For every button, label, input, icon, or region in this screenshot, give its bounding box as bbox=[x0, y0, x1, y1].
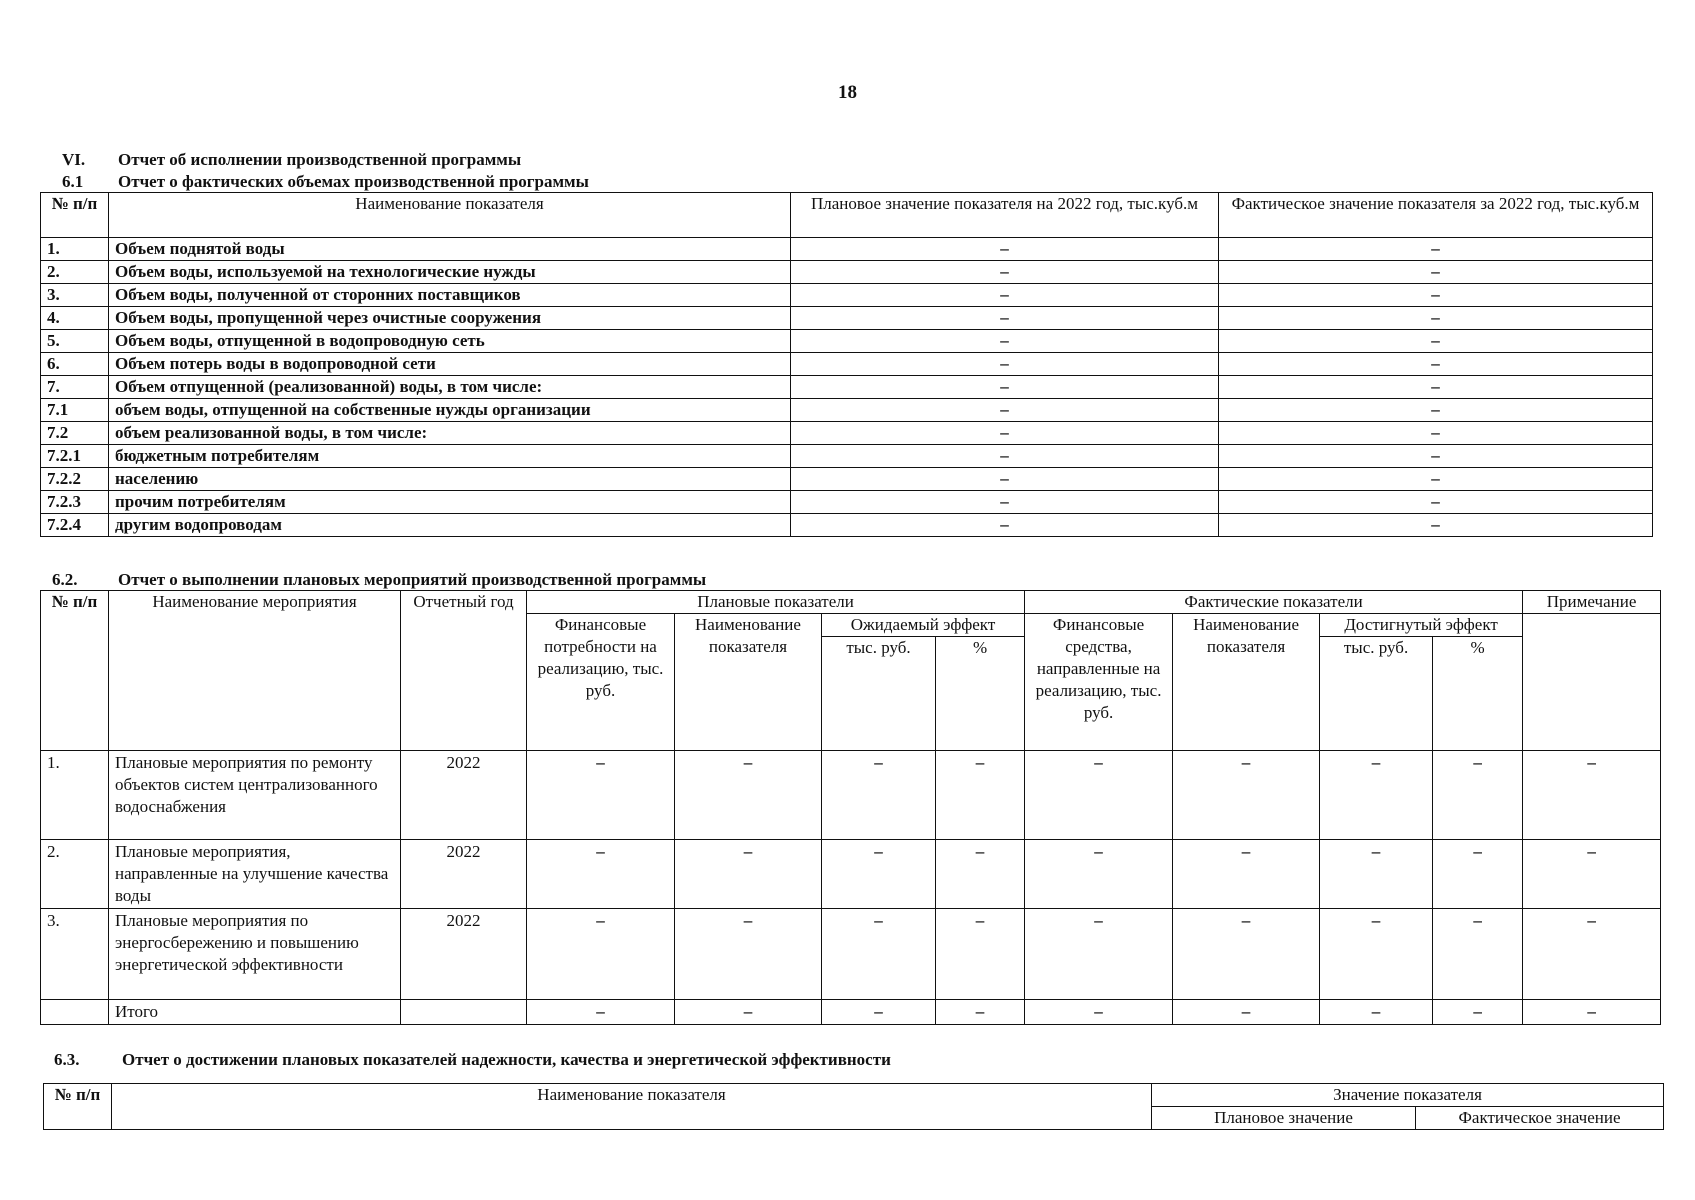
row-name: объем воды, отпущенной на собственные нужды организации bbox=[109, 399, 791, 422]
row-value: – bbox=[822, 751, 936, 840]
row-plan-value: – bbox=[791, 491, 1219, 514]
table-row bbox=[41, 238, 1653, 261]
col-header-fact-indicator: Наименование показателя bbox=[1173, 614, 1320, 751]
production-volumes-table bbox=[40, 192, 1653, 537]
row-value: – bbox=[936, 909, 1025, 1000]
row-value: – bbox=[675, 840, 822, 909]
col-header-fact-finance: Финансовые средства, направленные на реализацию, тыс. руб. bbox=[1025, 614, 1173, 751]
row-fact-value: – bbox=[1219, 399, 1653, 422]
row-value: – bbox=[936, 840, 1025, 909]
section-6-3-title: Отчет о достижении плановых показателей надежности, качества и энергетической эффективности bbox=[122, 1050, 891, 1069]
row-name: Объем воды, пропущенной через очистные сооружения bbox=[109, 307, 791, 330]
col-header-fact-group: Фактические показатели bbox=[1025, 591, 1523, 614]
row-plan-value: – bbox=[791, 238, 1219, 261]
total-label: Итого bbox=[109, 1000, 401, 1025]
table-row bbox=[41, 751, 1661, 840]
row-year: 2022 bbox=[401, 840, 527, 909]
section-6-heading bbox=[62, 150, 521, 170]
row-number: 7.2.4 bbox=[41, 514, 109, 537]
row-name: Объем отпущенной (реализованной) воды, в том числе: bbox=[109, 376, 791, 399]
col-header-plan-indicator: Наименование показателя bbox=[675, 614, 822, 751]
row-number: 3. bbox=[41, 909, 109, 1000]
col-header-num: № п/п bbox=[44, 1084, 112, 1130]
total-value: – bbox=[1173, 1000, 1320, 1025]
row-number: 7.2.1 bbox=[41, 445, 109, 468]
row-name: бюджетным потребителям bbox=[109, 445, 791, 468]
row-number: 6. bbox=[41, 353, 109, 376]
col-header-achieved-rub: тыс. руб. bbox=[1320, 637, 1433, 751]
table-row bbox=[41, 330, 1653, 353]
total-number-blank bbox=[41, 1000, 109, 1025]
row-plan-value: – bbox=[791, 468, 1219, 491]
row-value: – bbox=[527, 840, 675, 909]
row-number: 7.2.2 bbox=[41, 468, 109, 491]
total-value: – bbox=[936, 1000, 1025, 1025]
row-fact-value: – bbox=[1219, 330, 1653, 353]
table-row bbox=[41, 445, 1653, 468]
total-value: – bbox=[822, 1000, 936, 1025]
row-value: – bbox=[527, 909, 675, 1000]
col-header-achieved-pct: % bbox=[1433, 637, 1523, 751]
col-header-name: Наименование показателя bbox=[109, 193, 791, 238]
row-number: 1. bbox=[41, 238, 109, 261]
row-value: – bbox=[1025, 840, 1173, 909]
section-6-1-number: 6.1 bbox=[62, 172, 84, 191]
row-fact-value: – bbox=[1219, 238, 1653, 261]
col-header-achieved-effect: Достигнутый эффект bbox=[1320, 614, 1523, 637]
col-header-report-year: Отчетный год bbox=[401, 591, 527, 751]
row-fact-value: – bbox=[1219, 422, 1653, 445]
row-value: – bbox=[822, 909, 936, 1000]
row-value: – bbox=[675, 751, 822, 840]
row-value: – bbox=[675, 909, 822, 1000]
section-6-1-heading bbox=[62, 172, 589, 192]
row-value: – bbox=[1523, 909, 1661, 1000]
row-value: – bbox=[1320, 840, 1433, 909]
col-header-plan-value: Плановое значение bbox=[1152, 1107, 1416, 1130]
row-name: Объем потерь воды в водопроводной сети bbox=[109, 353, 791, 376]
table-row bbox=[41, 284, 1653, 307]
row-value: – bbox=[1320, 909, 1433, 1000]
row-value: – bbox=[1433, 909, 1523, 1000]
table-row bbox=[41, 840, 1661, 909]
col-header-expected-pct: % bbox=[936, 637, 1025, 751]
row-value: – bbox=[1523, 751, 1661, 840]
total-value: – bbox=[675, 1000, 822, 1025]
table-row bbox=[41, 909, 1661, 1000]
row-plan-value: – bbox=[791, 422, 1219, 445]
row-plan-value: – bbox=[791, 376, 1219, 399]
row-plan-value: – bbox=[791, 284, 1219, 307]
section-6-3-number: 6.3. bbox=[54, 1050, 80, 1069]
row-name: Объем поднятой воды bbox=[109, 238, 791, 261]
row-number: 7. bbox=[41, 376, 109, 399]
section-6-2-heading bbox=[52, 570, 706, 590]
row-plan-value: – bbox=[791, 330, 1219, 353]
row-fact-value: – bbox=[1219, 261, 1653, 284]
row-number: 2. bbox=[41, 261, 109, 284]
row-fact-value: – bbox=[1219, 307, 1653, 330]
row-value: – bbox=[822, 840, 936, 909]
row-number: 5. bbox=[41, 330, 109, 353]
page-number: 18 bbox=[838, 82, 857, 103]
row-fact-value: – bbox=[1219, 284, 1653, 307]
row-name: Объем воды, отпущенной в водопроводную сеть bbox=[109, 330, 791, 353]
indicators-table bbox=[43, 1083, 1664, 1130]
row-measure-name: Плановые мероприятия, направленные на улучшение качества воды bbox=[109, 840, 401, 909]
col-header-note: Примечание bbox=[1523, 591, 1661, 614]
row-name: населению bbox=[109, 468, 791, 491]
section-6-title: Отчет об исполнении производственной программы bbox=[118, 150, 522, 169]
section-6-3-heading bbox=[54, 1050, 891, 1070]
col-header-indicator-name: Наименование показателя bbox=[112, 1084, 1152, 1130]
total-value: – bbox=[1320, 1000, 1433, 1025]
row-value: – bbox=[1173, 840, 1320, 909]
table-row bbox=[41, 491, 1653, 514]
section-6-1-title: Отчет о фактических объемах производственной программы bbox=[118, 172, 589, 191]
row-plan-value: – bbox=[791, 307, 1219, 330]
row-fact-value: – bbox=[1219, 468, 1653, 491]
table-row bbox=[41, 399, 1653, 422]
row-name: Объем воды, используемой на технологические нужды bbox=[109, 261, 791, 284]
table-row bbox=[41, 468, 1653, 491]
row-year: 2022 bbox=[401, 751, 527, 840]
row-number: 2. bbox=[41, 840, 109, 909]
row-value: – bbox=[1025, 909, 1173, 1000]
col-header-fact: Фактическое значение показателя за 2022 год, тыс.куб.м bbox=[1219, 193, 1653, 238]
total-row bbox=[41, 1000, 1661, 1025]
total-value: – bbox=[1523, 1000, 1661, 1025]
row-name: прочим потребителям bbox=[109, 491, 791, 514]
row-measure-name: Плановые мероприятия по энергосбережению и повышению энергетической эффективности bbox=[109, 909, 401, 1000]
row-number: 7.2.3 bbox=[41, 491, 109, 514]
section-6-2-title: Отчет о выполнении плановых мероприятий производственной программы bbox=[118, 570, 707, 589]
row-measure-name: Плановые мероприятия по ремонту объектов систем централизованного водоснабжения bbox=[109, 751, 401, 840]
table-row bbox=[41, 514, 1653, 537]
row-value: – bbox=[1025, 751, 1173, 840]
row-name: Объем воды, полученной от сторонних поставщиков bbox=[109, 284, 791, 307]
row-number: 1. bbox=[41, 751, 109, 840]
row-value: – bbox=[1173, 751, 1320, 840]
col-header-measure-name: Наименование мероприятия bbox=[109, 591, 401, 751]
col-header-expected-effect: Ожидаемый эффект bbox=[822, 614, 1025, 637]
row-plan-value: – bbox=[791, 399, 1219, 422]
total-year-blank bbox=[401, 1000, 527, 1025]
col-header-num: № п/п bbox=[41, 193, 109, 238]
row-fact-value: – bbox=[1219, 514, 1653, 537]
row-value: – bbox=[1320, 751, 1433, 840]
col-header-plan: Плановое значение показателя на 2022 год, тыс.куб.м bbox=[791, 193, 1219, 238]
total-value: – bbox=[527, 1000, 675, 1025]
row-plan-value: – bbox=[791, 445, 1219, 468]
row-number: 7.2 bbox=[41, 422, 109, 445]
table-row bbox=[41, 422, 1653, 445]
total-value: – bbox=[1025, 1000, 1173, 1025]
table-row bbox=[41, 353, 1653, 376]
row-fact-value: – bbox=[1219, 445, 1653, 468]
row-name: объем реализованной воды, в том числе: bbox=[109, 422, 791, 445]
row-plan-value: – bbox=[791, 353, 1219, 376]
row-number: 4. bbox=[41, 307, 109, 330]
row-value: – bbox=[936, 751, 1025, 840]
row-plan-value: – bbox=[791, 514, 1219, 537]
row-value: – bbox=[1173, 909, 1320, 1000]
col-header-plan-group: Плановые показатели bbox=[527, 591, 1025, 614]
row-year: 2022 bbox=[401, 909, 527, 1000]
row-value: – bbox=[1433, 751, 1523, 840]
row-name: другим водопроводам bbox=[109, 514, 791, 537]
row-number: 7.1 bbox=[41, 399, 109, 422]
table-row bbox=[41, 307, 1653, 330]
row-number: 3. bbox=[41, 284, 109, 307]
col-header-plan-finance: Финансовые потребности на реализацию, тыс. руб. bbox=[527, 614, 675, 751]
row-fact-value: – bbox=[1219, 376, 1653, 399]
table-row bbox=[41, 261, 1653, 284]
table-row bbox=[41, 376, 1653, 399]
row-value: – bbox=[527, 751, 675, 840]
section-6-2-number: 6.2. bbox=[52, 570, 78, 589]
col-header-num: № п/п bbox=[41, 591, 109, 751]
row-fact-value: – bbox=[1219, 353, 1653, 376]
row-value: – bbox=[1433, 840, 1523, 909]
total-value: – bbox=[1433, 1000, 1523, 1025]
section-6-number: VI. bbox=[62, 150, 86, 169]
col-header-expected-rub: тыс. руб. bbox=[822, 637, 936, 751]
col-header-indicator-value: Значение показателя bbox=[1152, 1084, 1664, 1107]
row-fact-value: – bbox=[1219, 491, 1653, 514]
col-header-fact-value: Фактическое значение bbox=[1416, 1107, 1664, 1130]
planned-measures-table bbox=[40, 590, 1661, 1025]
row-plan-value: – bbox=[791, 261, 1219, 284]
row-value: – bbox=[1523, 840, 1661, 909]
col-header-note-blank bbox=[1523, 614, 1661, 751]
